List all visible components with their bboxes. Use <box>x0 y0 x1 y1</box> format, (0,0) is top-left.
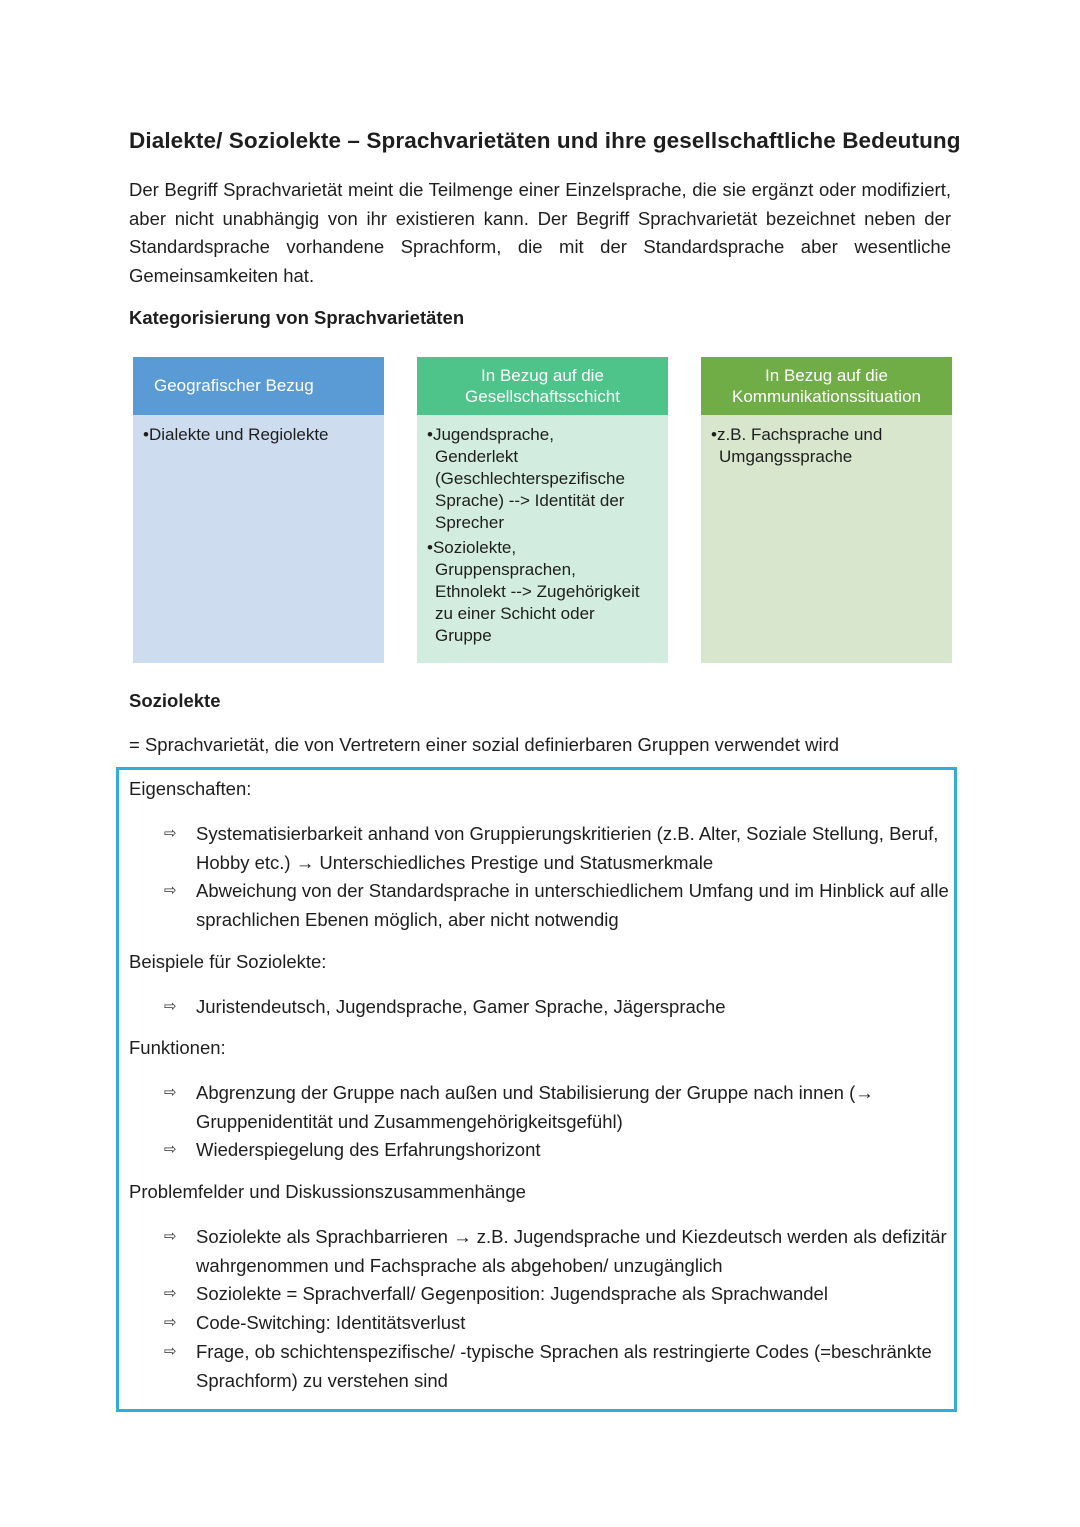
arrow-icon: ⇨ <box>164 1314 177 1332</box>
card-header-line: In Bezug auf die <box>481 365 604 385</box>
arrow-icon: ⇨ <box>164 882 177 900</box>
card-item-line: Ethnolekt --> Zugehörigkeit <box>435 582 640 601</box>
list-item-text: Soziolekte als Sprachbarrieren → z.B. Jugendsprache und Kiezdeutsch werden als defizitär wahrgenommen und Fachsprache als abgehoben/ unzugänglich <box>196 1226 947 1276</box>
card-item-line: Gruppensprachen, <box>435 560 576 579</box>
section-label-eigenschaften: Eigenschaften: <box>129 778 252 799</box>
card-body <box>133 415 384 663</box>
arrow-icon: ⇨ <box>164 998 177 1015</box>
card-header-line: Gesellschaftsschicht <box>465 387 620 406</box>
categorization-diagram <box>133 357 952 663</box>
card-item-line: •Soziolekte, <box>427 538 517 557</box>
list-item-text: Abweichung von der Standardsprache in unterschiedlichem Umfang und im Hinblick auf alle sprachlichen Ebenen möglich, aber nicht notwendig <box>196 880 949 931</box>
card-item <box>143 424 372 446</box>
card-header <box>417 357 668 415</box>
list-item-text: Soziolekte = Sprachverfall/ Gegenposition: Jugendsprache als Sprachwandel <box>196 1283 828 1305</box>
card-item-line: (Geschlechterspezifische <box>435 469 625 488</box>
list-item <box>159 820 949 877</box>
arrow-icon: ⇨ <box>164 1342 177 1360</box>
card-social-class <box>417 357 668 663</box>
list-item <box>159 1280 949 1309</box>
list-item <box>159 993 949 1022</box>
card-item <box>427 424 656 534</box>
card-header-line: Kommunikationssituation <box>732 387 921 406</box>
section-label-beispiele: Beispiele für Soziolekte: <box>129 951 327 972</box>
list-item <box>159 1338 949 1395</box>
card-header <box>701 357 952 415</box>
card-header-line: Geografischer Bezug <box>154 376 314 396</box>
card-item-line: •Dialekte und Regiolekte <box>143 425 329 444</box>
card-item-line: Sprache) --> Identität der <box>435 491 625 510</box>
list-item <box>159 1309 949 1338</box>
card-body <box>417 415 668 663</box>
list-item <box>159 1079 949 1136</box>
list-item-text: Wiederspiegelung des Erfahrungshorizont <box>196 1139 541 1161</box>
card-item-line: •z.B. Fachsprache und <box>711 425 883 444</box>
list-beispiele <box>159 993 949 1022</box>
card-communication-situation <box>701 357 952 663</box>
card-item-line: zu einer Schicht oder <box>435 604 595 623</box>
list-item <box>159 1223 949 1280</box>
intro-paragraph: Der Begriff Sprachvarietät meint die Teilmenge einer Einzelsprache, die sie ergänzt oder modifiziert, aber nicht unabhängig von ihr existieren kann. Der Begriff Sprachvarietät bezeichnet neben der Standardsprache vorhandene Sprachform, die mit der Standardsprache aber wesentliche Gemeinsamkeiten hat. <box>129 179 951 287</box>
card-header <box>133 357 384 415</box>
document-title: Dialekte/ Soziolekte – Sprachvarietäten und ihre gesellschaftliche Bedeutung <box>129 128 961 153</box>
list-problemfelder <box>159 1223 949 1395</box>
section-label-problemfelder: Problemfelder und Diskussionszusammenhänge <box>129 1181 526 1202</box>
card-item-line: Umgangssprache <box>719 447 853 466</box>
soziolekte-definition: = Sprachvarietät, die von Vertretern einer sozial definierbaren Gruppen verwendet wird <box>129 734 840 755</box>
arrow-icon: ⇨ <box>164 1285 177 1303</box>
list-item-text: Juristendeutsch, Jugendsprache, Gamer Sprache, Jägersprache <box>196 996 726 1017</box>
card-item <box>427 537 656 647</box>
card-geographic <box>133 357 384 663</box>
card-header-line: In Bezug auf die <box>765 365 888 385</box>
list-eigenschaften <box>159 820 949 935</box>
list-item-text: Abgrenzung der Gruppe nach außen und Stabilisierung der Gruppe nach innen (→ Gruppenidentität und Zusammengehörigkeitsgefühl) <box>196 1082 874 1132</box>
arrow-icon: ⇨ <box>164 1084 177 1101</box>
section-label-funktionen: Funktionen: <box>129 1037 226 1058</box>
list-item-text: Frage, ob schichtenspezifische/ -typische Sprachen als restringierte Codes (=beschränkte Sprachform) zu verstehen sind <box>196 1340 932 1391</box>
card-item <box>711 424 940 468</box>
list-item-text: Code-Switching: Identitätsverlust <box>196 1312 466 1334</box>
card-item-line: Genderlekt <box>435 447 519 466</box>
list-item <box>159 1136 949 1165</box>
card-item-line: •Jugendsprache, <box>427 425 554 444</box>
list-funktionen <box>159 1079 949 1165</box>
arrow-icon: ⇨ <box>164 825 177 842</box>
soziolekte-info-box <box>116 767 957 1412</box>
list-item-text: Systematisierbarkeit anhand von Gruppierungskritierien (z.B. Alter, Soziale Stellung, Beruf, Hobby etc.) → Unterschiedliches Prestige und Statusmerkmale <box>196 823 939 873</box>
list-item <box>159 877 949 934</box>
card-item-line: Sprecher <box>435 513 504 532</box>
categorization-heading: Kategorisierung von Sprachvarietäten <box>129 307 465 328</box>
arrow-icon: ⇨ <box>164 1141 177 1159</box>
soziolekte-heading: Soziolekte <box>129 690 221 711</box>
arrow-icon: ⇨ <box>164 1228 177 1245</box>
card-item-line: Gruppe <box>435 626 492 645</box>
card-body <box>701 415 952 663</box>
